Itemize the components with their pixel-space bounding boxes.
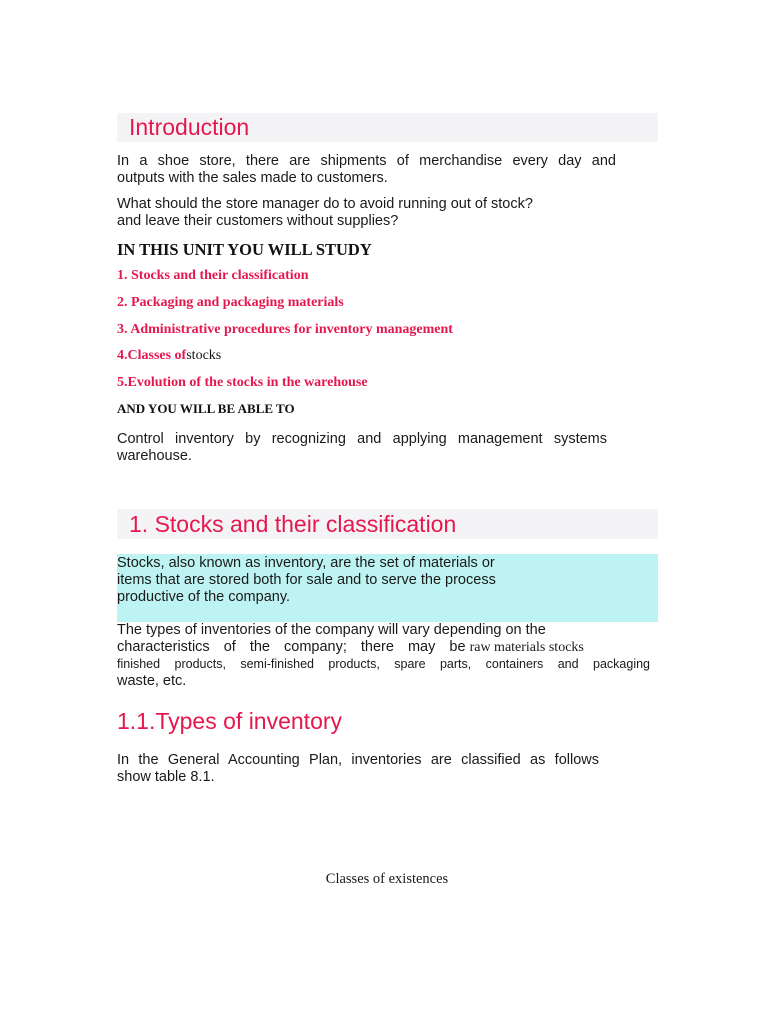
unit-item-5: 5.Evolution of the stocks in the warehouse [117, 375, 368, 390]
intro-title: Introduction [129, 114, 250, 140]
table-caption: Classes of existences [325, 871, 449, 887]
unit-item-2: 2. Packaging and packaging materials [117, 295, 344, 310]
section11-line-2: show table 8.1. [117, 769, 215, 785]
unit-item-4-prefix: 4.Classes of [117, 348, 187, 363]
section1-title: 1. Stocks and their classification [129, 511, 457, 537]
definition-line-3: productive of the company. [117, 589, 291, 605]
types-line-2-serif: raw materials stocks [469, 640, 584, 655]
unit-item-1: 1. Stocks and their classification [117, 268, 309, 283]
intro-paragraph-line-2: outputs with the sales made to customers. [117, 170, 388, 186]
unit-heading: IN THIS UNIT YOU WILL STUDY [117, 240, 372, 259]
types-line-2-text: characteristics of the company; there may be [117, 639, 466, 655]
section11-line-1: In the General Accounting Plan, inventories are classified as follows [117, 752, 599, 768]
able-line-2: warehouse. [117, 448, 192, 464]
types-line-2 [117, 639, 584, 656]
definition-line-2: items that are stored both for sale and to serve the process [117, 572, 496, 588]
section11-title: 1.1.Types of inventory [117, 708, 343, 734]
types-line-3: finished products, semi-finished products, spare parts, containers and packaging [117, 657, 650, 671]
unit-item-4-suffix: stocks [186, 348, 222, 363]
types-line-4: waste, etc. [117, 673, 187, 689]
unit-item-4 [117, 348, 221, 364]
able-line-1: Control inventory by recognizing and applying management systems [117, 431, 607, 447]
intro-question-line-2: and leave their customers without supplies? [117, 213, 399, 229]
intro-paragraph-line-1: In a shoe store, there are shipments of merchandise every day and [117, 153, 616, 169]
intro-question-line-1: What should the store manager do to avoid running out of stock? [117, 196, 533, 212]
unit-item-3: 3. Administrative procedures for inventory management [117, 322, 453, 337]
able-heading: AND YOU WILL BE ABLE TO [117, 401, 295, 416]
types-line-1: The types of inventories of the company will vary depending on the [117, 622, 546, 638]
definition-line-1: Stocks, also known as inventory, are the set of materials or [117, 555, 495, 571]
